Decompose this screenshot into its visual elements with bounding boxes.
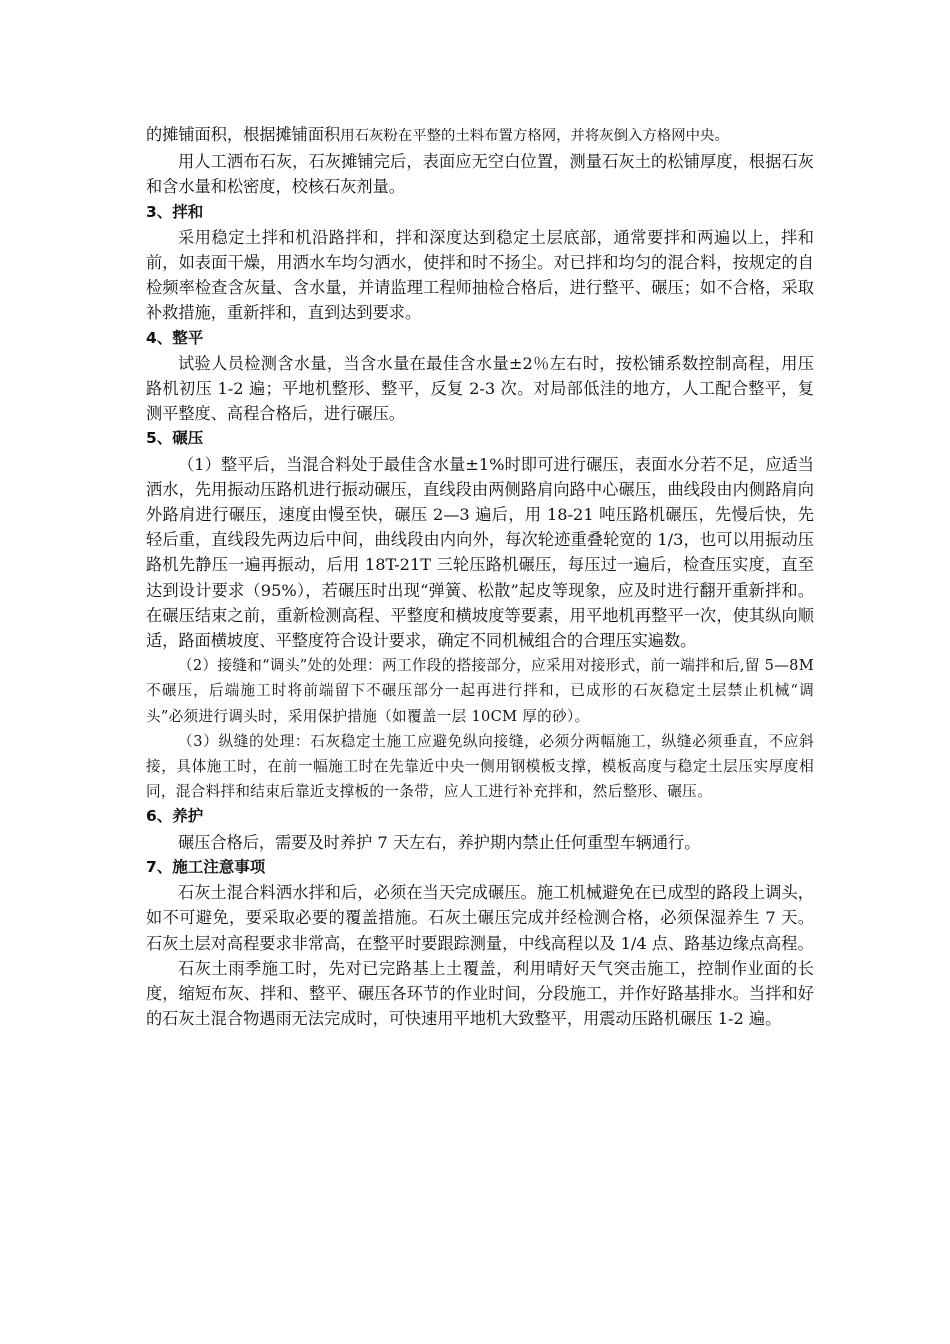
notes-paragraph-2: 石灰土雨季施工时，先对已完路基上土覆盖，利用晴好天气突击施工，控制作业面的长度，缩短布灰、拌和、整平、碾压各环节的作业时间，分段施工，并作好路基排水。当拌和好的石灰土混合物遇雨无法完成时，可快速用平地机大致整平，用震动压路机碾压 1-2 遍。 <box>146 958 814 1029</box>
intro-paragraph-2: 用人工洒布石灰，石灰摊铺完后，表面应无空白位置，测量石灰土的松铺厚度，根据石灰和含水量和松密度，校核石灰剂量。 <box>146 152 814 197</box>
heading-notes: 7、施工注意事项 <box>146 857 266 876</box>
compaction-paragraph-2: （2）接缝和“调头”处的处理：两工作段的搭接部分，应采用对接形式，前一端拌和后,留 5—8M 不碾压，后端施工时将前端留下不碾压部分一起再进行拌和，已成形的石灰稳定土层禁止机械“调头”必须进行调头时，采用保护措施（如覆盖一层 10CM 厚的砂）。 <box>146 657 814 725</box>
compaction-paragraph-1: （1）整平后，当混合料处于最佳含水量±1%时即可进行碾压，表面水分若不足，应适当洒水，先用振动压路机进行振动碾压，直线段由两侧路肩向路中心碾压，曲线段由内侧路肩向外路肩进行碾压，速度由慢至快，碾压 2—3 遍后，用 18-21 吨压路机碾压，先慢后快，先轻后重，直线段先两边后中间，曲线段由内向外，每次轮迹重叠轮宽的 1/3，也可以用振动压路机先静压一遍再振动，后用 18T-21T 三轮压路机碾压，每压过一遍后，检查压实度，直至达到设计要求（95%），若碾压时出现“弹簧、松散”起皮等现象，应及时进行翻开重新拌和。在碾压结束之前，重新检测高程、平整度和横坡度等要素，用平地机再整平一次，使其纵向顺适，路面横坡度、平整度符合设计要求，确定不同机械组合的合理压实遍数。 <box>146 454 814 651</box>
document-page <box>146 122 814 1031</box>
heading-compaction: 5、碾压 <box>146 429 204 448</box>
heading-mixing: 3、拌和 <box>146 202 204 221</box>
leveling-paragraph: 试验人员检测含水量，当含水量在最佳含水量±2％左右时，按松铺系数控制高程，用压路机初压 1-2 遍；平地机整形、整平，反复 2-3 次。对局部低洼的地方，人工配合整平，复测平整度、高程合格后，进行碾压。 <box>146 353 814 424</box>
mixing-paragraph: 采用稳定土拌和机沿路拌和，拌和深度达到稳定土层底部，通常要拌和两遍以上，拌和前，如表面干燥，用洒水车均匀洒水，使拌和时不扬尘。对已拌和均匀的混合料，按规定的自检频率检查含灰量、含水量，并请监理工程师抽检合格后，进行整平、碾压；如不合格，采取补救措施，重新拌和，直到达到要求。 <box>146 227 814 323</box>
notes-paragraph-1: 石灰土混合料洒水拌和后，必须在当天完成碾压。施工机械避免在已成型的路段上调头，如不可避免，要采取必要的覆盖措施。石灰土碾压完成并经检测合格，必须保湿养生 7 天。石灰土层对高程要求非常高，在整平时要跟踪测量，中线高程以及 1/4 点、路基边缘点高程。 <box>146 883 814 953</box>
curing-paragraph: 碾压合格后，需要及时养护 7 天左右，养护期内禁止任何重型车辆通行。 <box>178 832 701 852</box>
compaction-paragraph-3: （3）纵缝的处理：石灰稳定土施工应避免纵向接缝，必须分两幅施工，纵缝必须垂直，不应斜接，具体施工时，在前一幅施工时在先靠近中央一侧用钢模板支撑，模板高度与稳定土层压实厚度相同，混合料拌和结束后靠近支撑板的一条带，应人工进行补充拌和，然后整形、碾压。 <box>146 732 814 801</box>
heading-leveling: 4、整平 <box>146 328 204 347</box>
intro-text-part-a: 的摊铺面积，根据摊铺面积 <box>146 125 341 144</box>
intro-paragraph-1 <box>146 122 814 149</box>
intro-text-part-b: 用石灰粉在平整的土料布置方格网，并将灰倒入方格网中央。 <box>340 128 729 144</box>
heading-curing: 6、养护 <box>146 807 204 826</box>
